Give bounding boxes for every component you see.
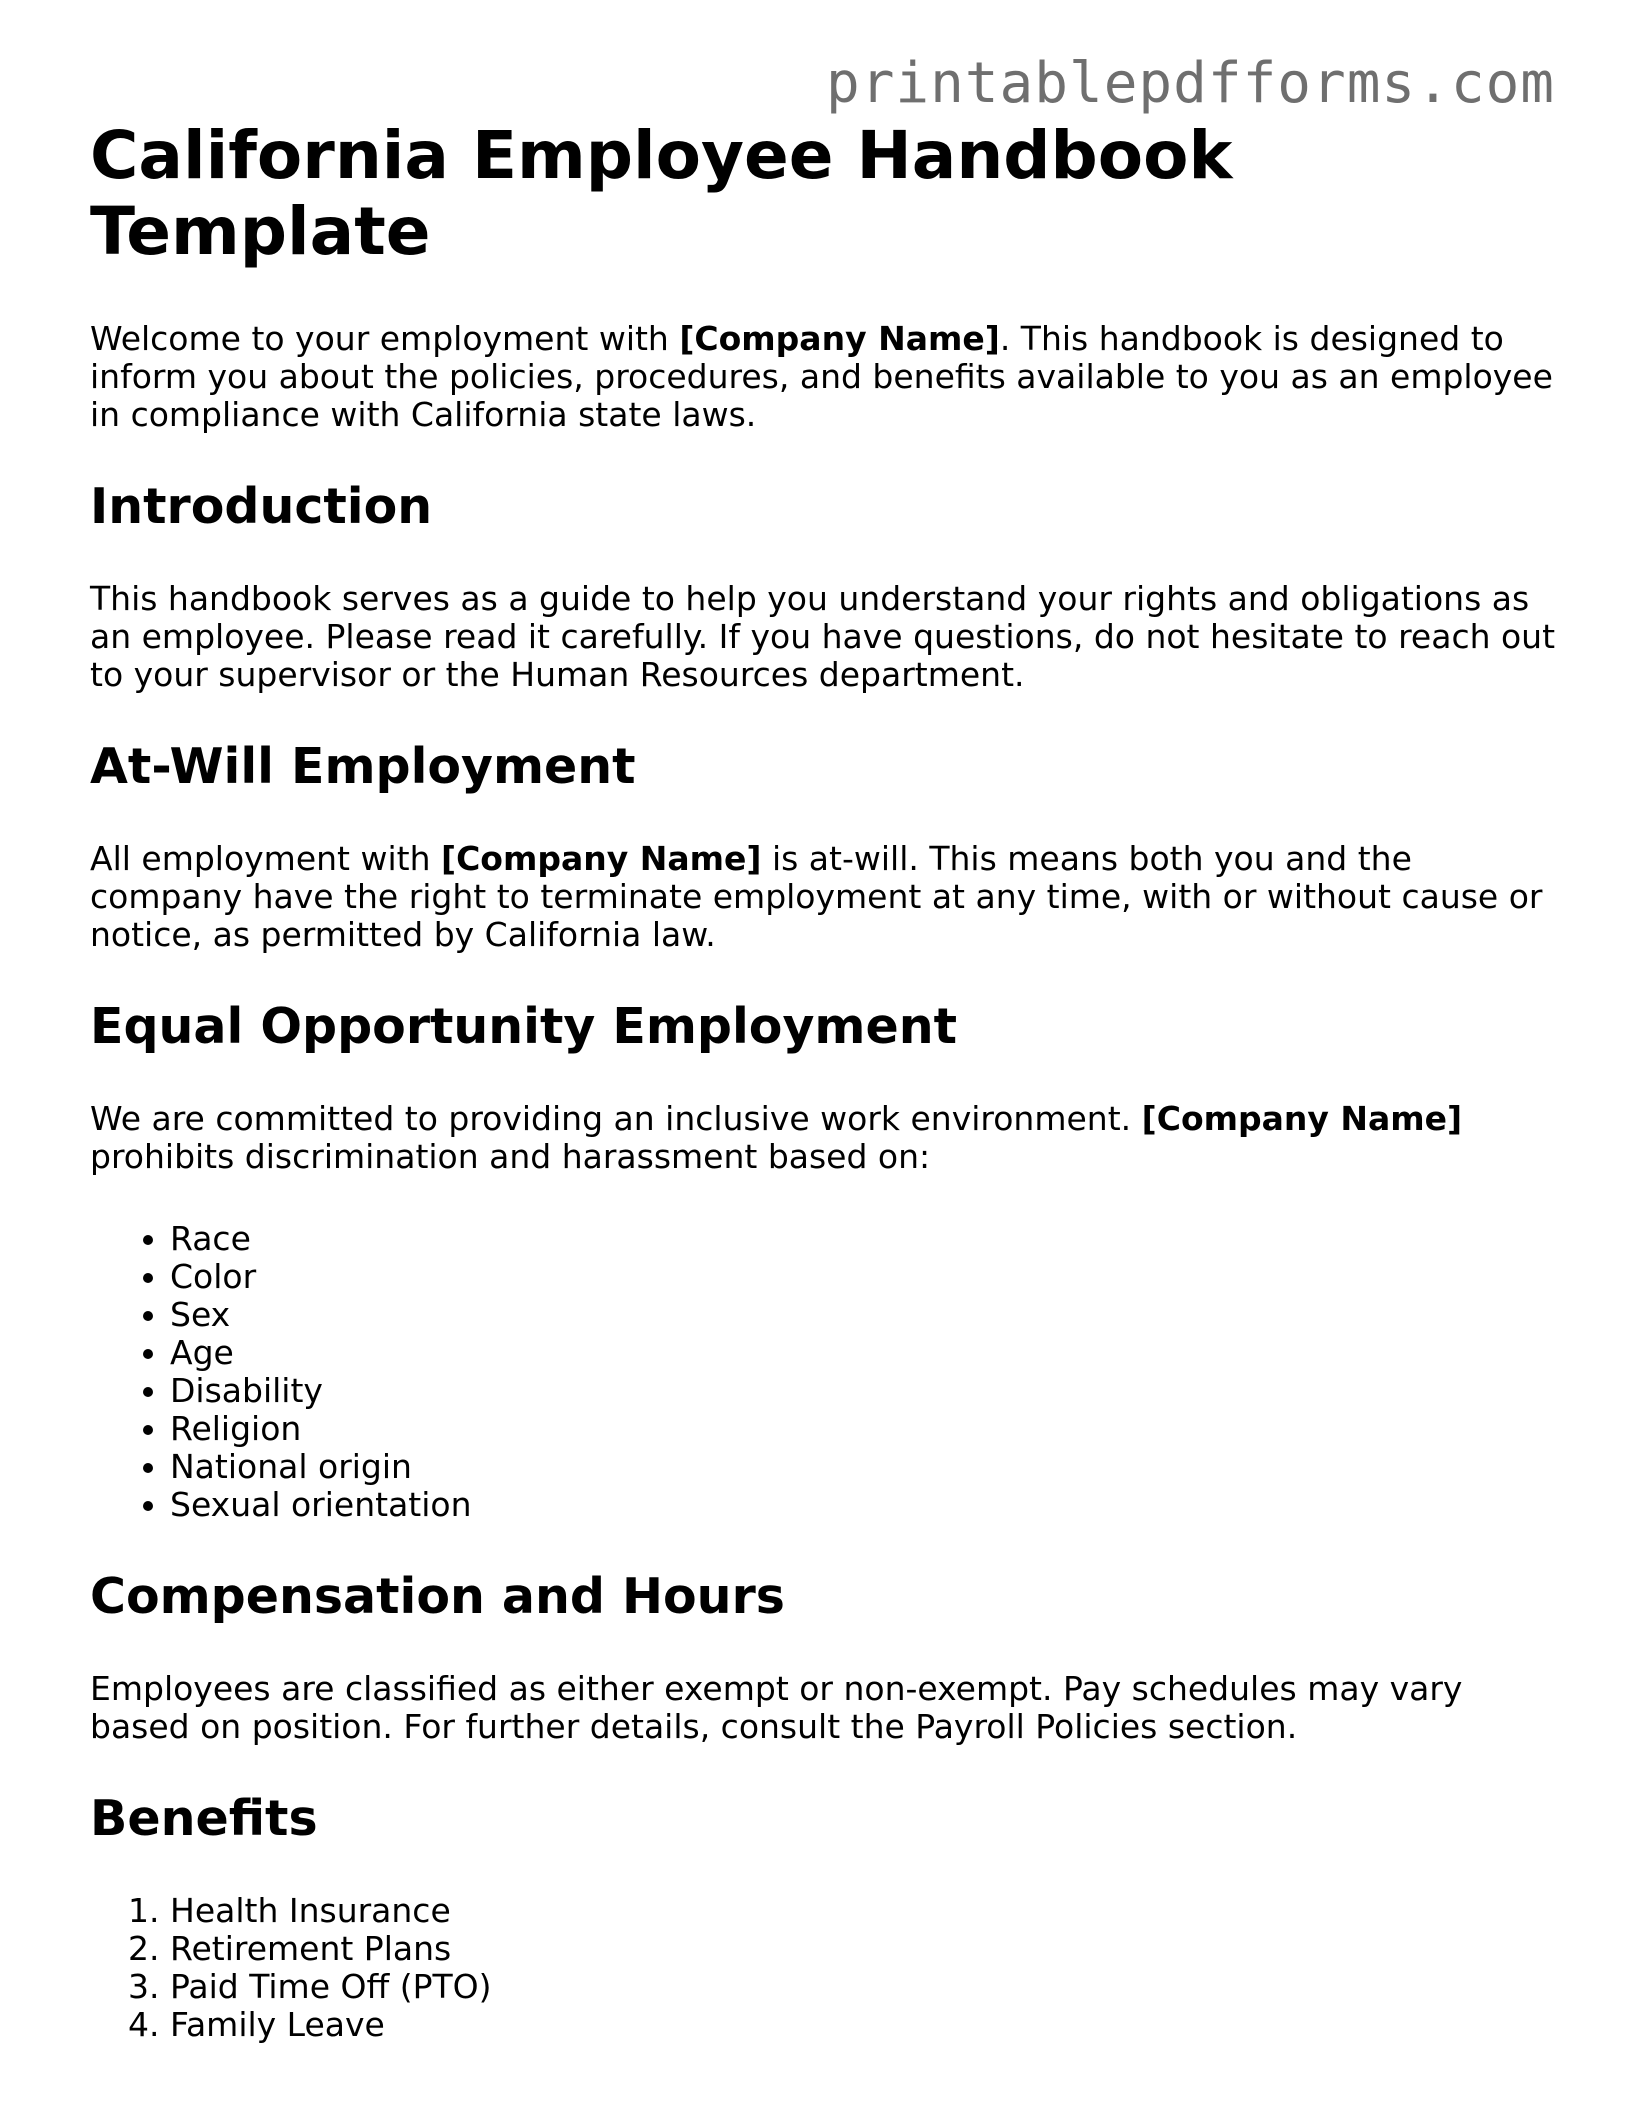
list-item: • Sexual orientation xyxy=(170,1486,1560,1524)
introduction-paragraph: This handbook serves as a guide to help you understand your rights and obligations as an employee. Please read it carefully. If you have questions, do not hesitate to reach out to your supervisor or the Human Resources department. xyxy=(90,579,1556,694)
section-heading-compensation: Compensation and Hours xyxy=(90,1568,785,1625)
list-item: • Color xyxy=(170,1258,1560,1296)
list-item: 4. Family Leave xyxy=(170,2006,1560,2044)
section-heading-at-will: At-Will Employment xyxy=(90,738,636,795)
equal-opportunity-text-end: prohibits discrimination and harassment based on: xyxy=(90,1137,931,1176)
section-heading-benefits: Benefits xyxy=(90,1790,318,1847)
equal-opportunity-paragraph xyxy=(90,1100,1560,1176)
list-item: • Disability xyxy=(170,1372,1560,1410)
list-item: • Religion xyxy=(170,1410,1560,1448)
protected-categories-list xyxy=(90,1220,1560,1524)
company-name-placeholder: [Company Name] xyxy=(440,839,762,878)
list-item: • Race xyxy=(170,1220,1560,1258)
document-body xyxy=(90,118,1560,2088)
section-heading-equal-opportunity: Equal Opportunity Employment xyxy=(90,998,957,1055)
compensation-paragraph: Employees are classified as either exempt or non-exempt. Pay schedules may vary based on position. For further details, consult the Payroll Policies section. xyxy=(90,1669,1463,1746)
at-will-text-end: is at-will. This means both you and the company have the right to terminate employment at any time, with or without cause or notice, as permitted by California law. xyxy=(90,839,1543,954)
company-name-placeholder: [Company Name] xyxy=(679,319,1000,358)
list-item: 3. Paid Time Off (PTO) xyxy=(170,1968,1560,2006)
intro-text-end: . This handbook is designed to inform you about the policies, procedures, and benefits available to you as an employee in compliance with California state laws. xyxy=(90,319,1553,434)
list-item: 2. Retirement Plans xyxy=(170,1930,1560,1968)
list-item: • Sex xyxy=(170,1296,1560,1334)
company-name-placeholder: [Company Name] xyxy=(1141,1099,1463,1138)
at-will-paragraph xyxy=(90,840,1560,954)
list-item: • Age xyxy=(170,1334,1560,1372)
equal-opportunity-text-start: We are committed to providing an inclusive work environment. xyxy=(90,1099,1142,1138)
section-heading-introduction: Introduction xyxy=(90,478,433,535)
intro-paragraph xyxy=(90,320,1560,434)
list-item: 1. Health Insurance xyxy=(170,1892,1560,1930)
list-item: • National origin xyxy=(170,1448,1560,1486)
at-will-text-start: All employment with xyxy=(90,839,441,878)
watermark: printablepdfforms.com xyxy=(825,51,1555,116)
page-title: California Employee Handbook Template xyxy=(90,117,1233,270)
benefits-list xyxy=(90,1892,1560,2044)
intro-text-start: Welcome to your employment with xyxy=(90,319,680,358)
